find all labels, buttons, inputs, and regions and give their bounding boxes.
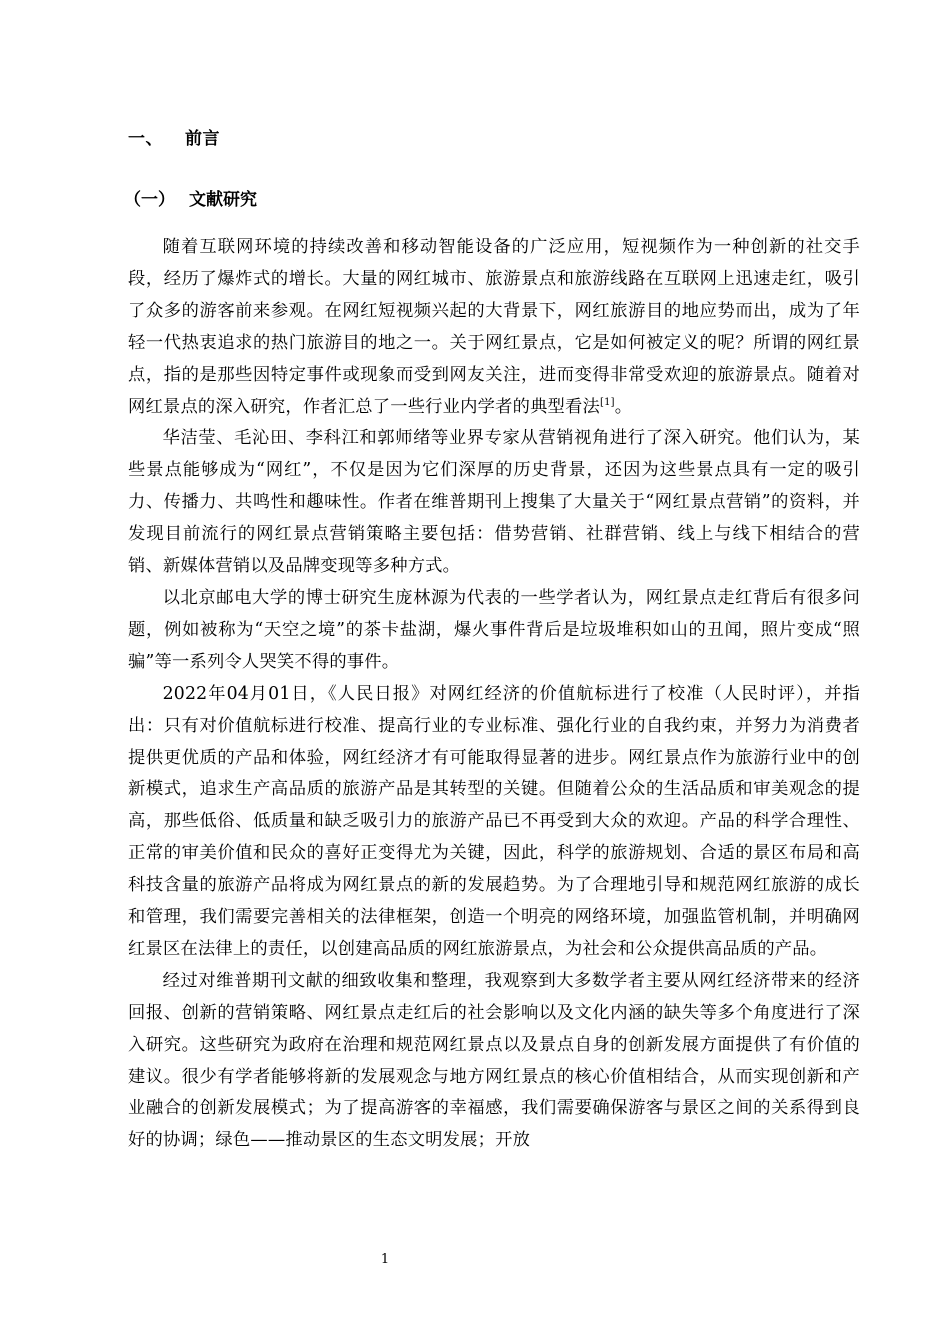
paragraph-tail: 。 (614, 396, 633, 417)
page-number: 1 (380, 1252, 390, 1267)
paragraph (128, 232, 860, 423)
subsection-number: （一） (124, 190, 175, 210)
subsection-title: 文献研究 (189, 190, 257, 210)
paragraph: 华洁莹、毛沁田、李科江和郭师绪等业界专家从营销视角进行了深入研究。他们认为，某些景点能够成为“网红”，不仅是因为它们深厚的历史背景，还因为这些景点具有一定的吸引力、传播力、共鸣性和趣味性。作者在维普期刊上搜集了大量关于“网红景点营销”的资料，并发现目前流行的网红景点营销策略主要包括：借势营销、社群营销、线上与线下相结合的营销、新媒体营销以及品牌变现等多种方式。 (128, 428, 860, 577)
citation-marker: [1] (600, 396, 615, 408)
section-number: 一、 (128, 129, 163, 149)
paragraph: 经过对维普期刊文献的细致收集和整理，我观察到大多数学者主要从网红经济带来的经济回报、创新的营销策略、网红景点走红后的社会影响以及文化内涵的缺失等多个角度进行了深入研究。这些研究为政府在治理和规范网红景点以及景点自身的创新发展方面提供了有价值的建议。很少有学者能够将新的发展观念与地方网红景点的核心价值相结合，从而实现创新和产业融合的创新发展模式；为了提高游客的幸福感，我们需要确保游客与景区之间的关系得到良好的协调；绿色——推动景区的生态文明发展；开放 (128, 970, 860, 1151)
section-heading (128, 124, 220, 149)
body-text (128, 232, 860, 1157)
subsection-heading (124, 185, 257, 210)
section-title: 前言 (185, 129, 220, 149)
paragraph: 以北京邮电大学的博士研究生庞林源为代表的一些学者认为，网红景点走红背后有很多问题，例如被称为“天空之境”的茶卡盐湖，爆火事件背后是垃圾堆积如山的丑闻，照片变成“照骗”等一系列令人哭笑不得的事件。 (128, 587, 860, 672)
paragraph-text: 随着互联网环境的持续改善和移动智能设备的广泛应用，短视频作为一种创新的社交手段，经历了爆炸式的增长。大量的网红城市、旅游景点和旅游线路在互联网上迅速走红，吸引了众多的游客前来参观。在网红短视频兴起的大背景下，网红旅游目的地应势而出，成为了年轻一代热衷追求的热门旅游目的地之一。关于网红景点，它是如何被定义的呢？所谓的网红景点，指的是那些因特定事件或现象而受到网友关注，进而变得非常受欢迎的旅游景点。随着对网红景点的深入研究，作者汇总了一些行业内学者的典型看法 (128, 237, 860, 417)
paragraph: 2022年04月01日，《人民日报》对网红经济的价值航标进行了校准（人民时评），并指出：只有对价值航标进行校准、提高行业的专业标准、强化行业的自我约束，并努力为消费者提供更优质的产品和体验，网红经济才有可能取得显著的进步。网红景点作为旅游行业中的创新模式，追求生产高品质的旅游产品是其转型的关键。但随着公众的生活品质和审美观念的提高，那些低俗、低质量和缺乏吸引力的旅游产品已不再受到大众的欢迎。产品的科学合理性、正常的审美价值和民众的喜好正变得尤为关键，因此，科学的旅游规划、合适的景区布局和高科技含量的旅游产品将成为网红景点的新的发展趋势。为了合理地引导和规范网红旅游的成长和管理，我们需要完善相关的法律框架，创造一个明亮的网络环境，加强监管机制，并明确网红景区在法律上的责任，以创建高品质的网红旅游景点，为社会和公众提供高品质的产品。 (128, 683, 860, 959)
